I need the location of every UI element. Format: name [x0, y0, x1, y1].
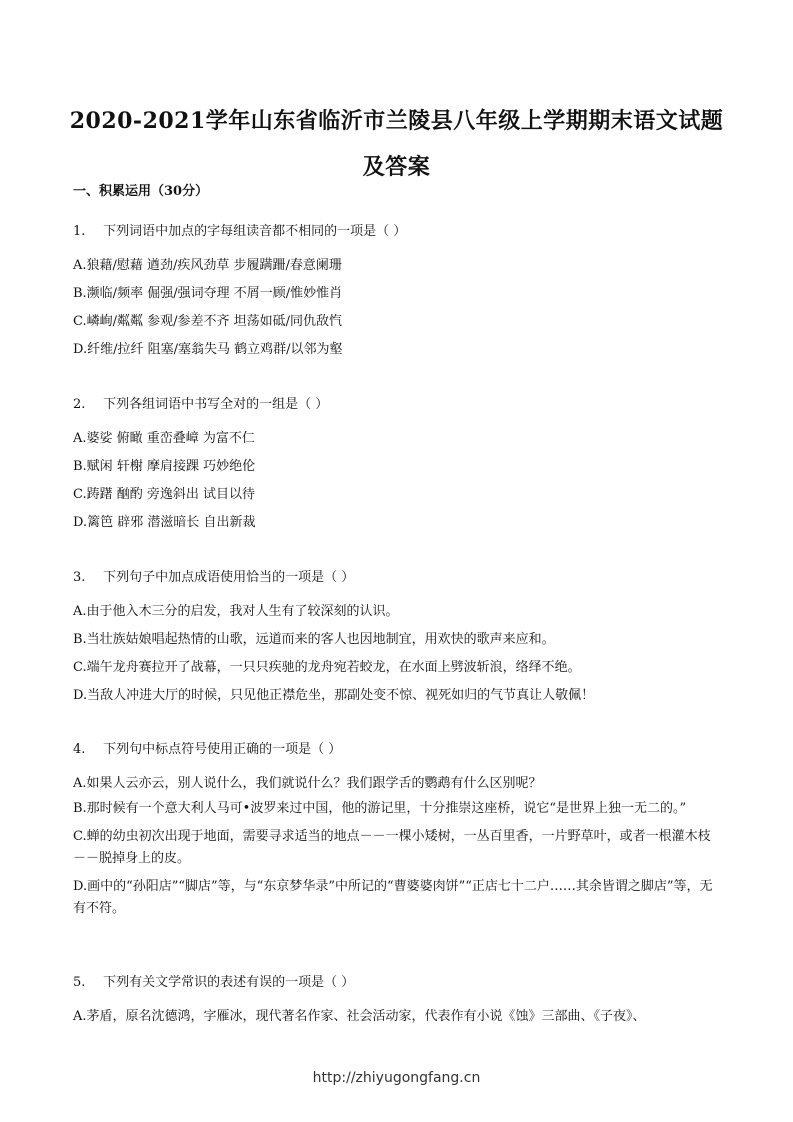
question-number: 2. [73, 397, 86, 412]
question-5 [73, 973, 723, 1031]
question-stem [73, 740, 723, 770]
option-a: A.婆娑 俯瞰 重峦叠嶂 为富不仁 [73, 431, 255, 446]
question-text: 下列句中标点符号使用正确的一项是（ ） [103, 742, 342, 757]
option-d: D.画中的“孙阳店”“脚店”等，与“东京梦华录”中所记的“曹婆婆肉饼”“正店七十二户……其余皆谓之脚店”等，无有不符。 [73, 879, 713, 916]
question-stem [73, 395, 723, 425]
question-stem [73, 973, 723, 1003]
question-text: 下列句子中加点成语使用恰当的一项是（ ） [103, 570, 355, 585]
option-c: C.踌躇 酗酌 旁逸斜出 试目以待 [73, 487, 256, 502]
option-b: B.那时候有一个意大利人马可•波罗来过中国，他的游记里，十分推崇这座桥，说它“是世界上独一无二的。” [73, 801, 687, 816]
question-number: 4. [73, 742, 86, 757]
question-text: 下列词语中加点的字每组读音都不相同的一项是（ ） [103, 224, 407, 239]
question-text: 下列有关文学常识的表述有误的一项是（ ） [103, 975, 355, 990]
question-number: 5. [73, 975, 86, 990]
question-text: 下列各组词语中书写全对的一组是（ ） [103, 397, 329, 412]
question-2 [73, 395, 723, 537]
option-a: A.狼藉/慰藉 遒劲/疾风劲草 步履蹒跚/春意阑珊 [73, 258, 342, 273]
option-a: A.如果人云亦云，别人说什么，我们就说什么？我们跟学舌的鹦鹉有什么区别呢？ [73, 776, 542, 791]
option-d: D.当敌人冲进大厅的时候，只见他正襟危坐，那副处变不惊、视死如归的气节真让人敬佩！ [73, 688, 595, 703]
question-number: 3. [73, 570, 86, 585]
option-d: D.纤维/拉纤 阻塞/塞翁失马 鹤立鸡群/以邻为壑 [73, 342, 343, 357]
option-b: B.当壮族姑娘唱起热情的山歌，远道而来的客人也因地制宜，用欢快的歌声来应和。 [73, 632, 555, 647]
question-1 [73, 222, 723, 364]
section-heading: 一、积累运用（30分） [73, 184, 209, 199]
question-number: 1. [73, 224, 86, 239]
footer-url[interactable]: http://zhiyugongfang.cn [312, 1070, 481, 1086]
option-a: A.由于他入木三分的启发，我对人生有了较深刻的认识。 [73, 604, 399, 619]
option-d: D.篱笆 辟邪 潜滋暗长 自出新裁 [73, 515, 256, 530]
option-b: B.濒临/频率 倔强/强词夺理 不屑一顾/惟妙惟肖 [73, 286, 343, 301]
option-b: B.赋闲 轩榭 摩肩接踝 巧妙绝伦 [73, 459, 256, 474]
question-3 [73, 568, 723, 710]
option-c: C.嶙峋/粼粼 参观/参差不齐 坦荡如砥/同仇敌忾 [73, 314, 343, 329]
option-c: C.端午龙舟赛拉开了战幕，一只只疾驰的龙舟宛若蛟龙，在水面上劈波斩浪，络绎不绝。 [73, 660, 581, 675]
question-stem [73, 568, 723, 598]
option-c: C.蝉的幼虫初次出现于地面，需要寻求适当的地点－－一棵小矮树，一丛百里香，一片野草叶，或者一根灌木枝－－脱掉身上的皮。 [73, 829, 711, 866]
document-title: 2020-2021学年山东省临沂市兰陵县八年级上学期期末语文试题及答案 [69, 108, 724, 180]
question-4 [73, 740, 723, 926]
option-a: A.茅盾，原名沈德鸿，字雁冰，现代著名作家、社会活动家，代表作有小说《蚀》三部曲、《子夜》、 [73, 1009, 646, 1024]
question-stem [73, 222, 723, 252]
